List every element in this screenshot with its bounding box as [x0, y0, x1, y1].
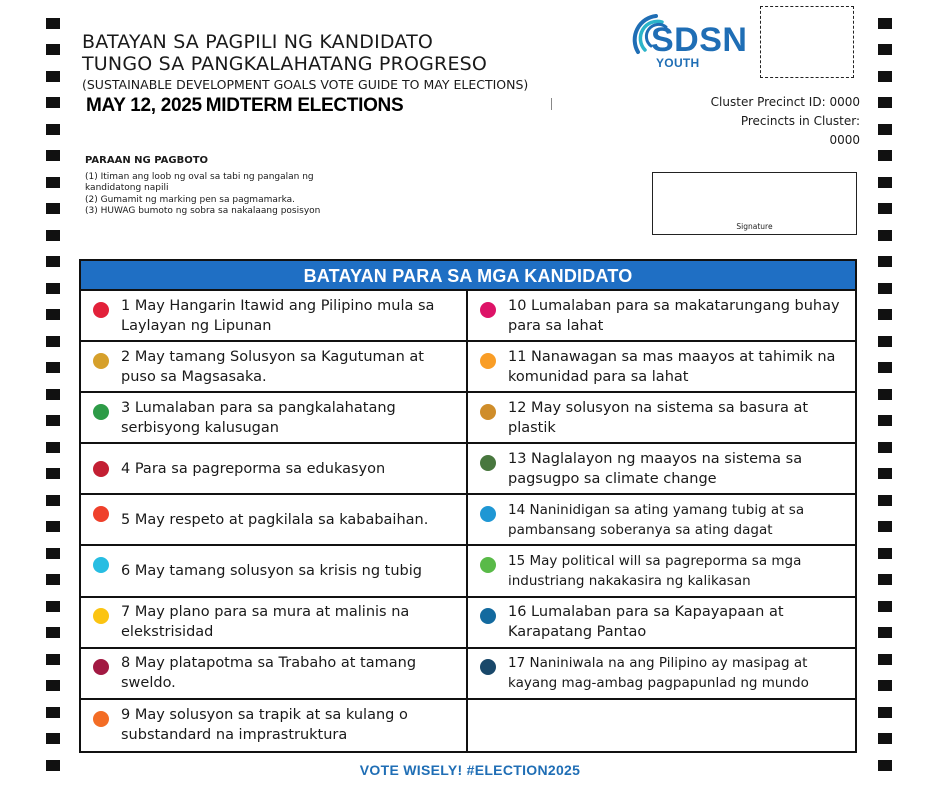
timing-mark [46, 150, 60, 161]
oval-icon[interactable] [480, 506, 496, 522]
timing-mark [878, 654, 892, 665]
timing-mark [878, 124, 892, 135]
timing-mark [878, 468, 892, 479]
timing-mark [46, 256, 60, 267]
timing-mark [878, 18, 892, 29]
criterion-15[interactable] [468, 546, 855, 597]
timing-mark [878, 548, 892, 559]
criterion-text: 3 Lumalaban para sa pangkalahatang serbisyong kalusugan [121, 399, 396, 436]
instruction-2: (2) Gumamit ng marking pen sa pagmamarka. [85, 194, 295, 205]
timing-mark [46, 601, 60, 612]
timing-mark [46, 654, 60, 665]
timing-mark [46, 707, 60, 718]
instructions-heading: PARAAN NG PAGBOTO [85, 155, 209, 166]
timing-mark [46, 97, 60, 108]
ballot-subtitle: (SUSTAINABLE DEVELOPMENT GOALS VOTE GUIDE TO MAY ELECTIONS) [82, 77, 529, 92]
timing-mark [46, 362, 60, 373]
election-heading [86, 95, 403, 117]
timing-mark [878, 521, 892, 532]
oval-icon[interactable] [480, 659, 496, 675]
timing-mark [878, 680, 892, 691]
timing-mark [46, 548, 60, 559]
timing-mark [878, 283, 892, 294]
oval-icon[interactable] [93, 557, 109, 573]
right-timing-marks [878, 0, 892, 788]
criterion-11[interactable] [468, 342, 855, 393]
election-name: MIDTERM ELECTIONS [205, 95, 404, 116]
timing-mark [46, 44, 60, 55]
timing-mark [878, 97, 892, 108]
stray-mark [551, 98, 552, 110]
oval-icon[interactable] [480, 608, 496, 624]
logo-sub: YOUTH [656, 56, 700, 70]
criteria-heading: BATAYAN PARA SA MGA KANDIDATO [81, 261, 855, 291]
timing-mark [46, 389, 60, 400]
timing-mark [878, 574, 892, 585]
timing-mark [46, 627, 60, 638]
criterion-12[interactable] [468, 393, 855, 444]
criterion-text: 10 Lumalaban para sa makatarungang buhay para sa lahat [508, 297, 840, 334]
criterion-8[interactable] [81, 649, 466, 700]
criterion-text: 17 Naniniwala na ang Pilipino ay masipag at kayang mag-ambag pagpapunlad ng mundo [508, 655, 809, 692]
timing-mark [46, 283, 60, 294]
criterion-4[interactable] [81, 444, 466, 495]
precinct-info [711, 93, 860, 150]
oval-icon[interactable] [480, 404, 496, 420]
criterion-text: 9 May solusyon sa trapik at sa kulang o substandard na imprastruktura [121, 707, 408, 744]
timing-mark [878, 707, 892, 718]
timing-mark [46, 230, 60, 241]
criterion-14[interactable] [468, 495, 855, 546]
precincts-in-cluster-label: Precincts in Cluster: [740, 114, 860, 128]
criterion-text: 15 May political will sa pagreporma sa mga industriang nakakasira ng kalikasan [508, 553, 802, 590]
criterion-text: 8 May platapotma sa Trabaho at tamang sweldo. [121, 655, 417, 692]
timing-mark [878, 309, 892, 320]
oval-icon[interactable] [480, 353, 496, 369]
timing-mark [878, 256, 892, 267]
precincts-in-cluster-value: 0000 [829, 133, 860, 147]
oval-icon[interactable] [93, 353, 109, 369]
timing-mark [46, 124, 60, 135]
criterion-text: 14 Naninidigan sa ating yamang tubig at sa pambansang soberanya sa ating dagat [508, 501, 805, 538]
timing-mark [878, 601, 892, 612]
criterion-9[interactable] [81, 700, 466, 751]
criterion-17[interactable] [468, 649, 855, 700]
logo-name: SDSN [651, 21, 748, 59]
criterion-text: 7 May plano para sa mura at malinis na elekstrisidad [121, 604, 410, 641]
oval-icon[interactable] [93, 302, 109, 318]
criterion-7[interactable] [81, 598, 466, 649]
criteria-table [79, 259, 857, 753]
timing-mark [878, 230, 892, 241]
instruction-1: (1) Itiman ang loob ng oval sa tabi ng pangalan ng kandidatong napili [85, 171, 314, 193]
timing-mark [878, 415, 892, 426]
criterion-text: 4 Para sa pagreporma sa edukasyon [121, 460, 386, 477]
timing-mark [878, 150, 892, 161]
cluster-precinct-id: Cluster Precinct ID: 0000 [710, 95, 860, 109]
oval-icon[interactable] [93, 461, 109, 477]
criterion-6[interactable] [81, 546, 466, 597]
timing-mark [46, 309, 60, 320]
timing-mark [878, 336, 892, 347]
oval-icon[interactable] [93, 506, 109, 522]
criterion-13[interactable] [468, 444, 855, 495]
timing-mark [46, 468, 60, 479]
criterion-2[interactable] [81, 342, 466, 393]
criteria-right-column [468, 291, 855, 751]
criteria-left-column [81, 291, 468, 751]
timing-mark [46, 336, 60, 347]
title-line-2: TUNGO SA PANGKALAHATANG PROGRESO [82, 53, 488, 75]
stamp-box [760, 6, 854, 78]
ballot-title [82, 31, 487, 75]
signature-box[interactable] [652, 172, 857, 235]
timing-mark [46, 415, 60, 426]
timing-mark [878, 442, 892, 453]
timing-mark [46, 680, 60, 691]
timing-mark [46, 203, 60, 214]
timing-mark [878, 71, 892, 82]
criterion-text: 13 Naglalayon ng maayos na sistema sa pagsugpo sa climate change [508, 450, 803, 487]
oval-icon[interactable] [480, 302, 496, 318]
oval-icon[interactable] [93, 608, 109, 624]
criterion-1[interactable] [81, 291, 466, 342]
oval-icon[interactable] [93, 659, 109, 675]
voting-instructions [85, 155, 340, 218]
criterion-10[interactable] [468, 291, 855, 342]
timing-mark [878, 362, 892, 373]
timing-mark [46, 442, 60, 453]
criterion-text: 2 May tamang Solusyon sa Kagutuman at puso sa Magsasaka. [121, 348, 424, 385]
timing-mark [46, 495, 60, 506]
timing-mark [878, 733, 892, 744]
left-timing-marks [46, 0, 60, 788]
timing-mark [46, 177, 60, 188]
election-date: MAY 12, 2025 [86, 95, 202, 116]
signature-label: Signature [736, 222, 773, 231]
criterion-text: 16 Lumalaban para sa Kapayapaan at Karapatang Pantao [508, 604, 784, 641]
timing-mark [878, 627, 892, 638]
timing-mark [46, 733, 60, 744]
criterion-5[interactable] [81, 495, 466, 546]
oval-icon[interactable] [480, 455, 496, 471]
criterion-3[interactable] [81, 393, 466, 444]
oval-icon[interactable] [93, 404, 109, 420]
timing-mark [46, 18, 60, 29]
oval-icon[interactable] [480, 557, 496, 573]
timing-mark [878, 389, 892, 400]
timing-mark [878, 177, 892, 188]
footer-slogan: VOTE WISELY! #ELECTION2025 [359, 762, 581, 778]
criterion-text: 12 May solusyon na sistema sa basura at plastik [508, 399, 809, 436]
timing-mark [46, 71, 60, 82]
criterion-text: 1 May Hangarin Itawid ang Pilipino mula sa Laylayan ng Lipunan [121, 297, 435, 334]
criterion-16[interactable] [468, 598, 855, 649]
empty-cell [468, 700, 855, 751]
criterion-text: 6 May tamang solusyon sa krisis ng tubig [121, 563, 422, 580]
timing-mark [46, 574, 60, 585]
oval-icon[interactable] [93, 711, 109, 727]
title-line-1: BATAYAN SA PAGPILI NG KANDIDATO [82, 31, 434, 53]
timing-mark [878, 44, 892, 55]
timing-mark [878, 203, 892, 214]
instruction-3: (3) HUWAG bumoto ng sobra sa nakalaang posisyon [85, 206, 321, 216]
criterion-text: 11 Nanawagan sa mas maayos at tahimik na komunidad para sa lahat [508, 348, 836, 385]
timing-mark [878, 495, 892, 506]
timing-mark [46, 521, 60, 532]
criterion-text: 5 May respeto at pagkilala sa kababaihan. [121, 511, 429, 528]
